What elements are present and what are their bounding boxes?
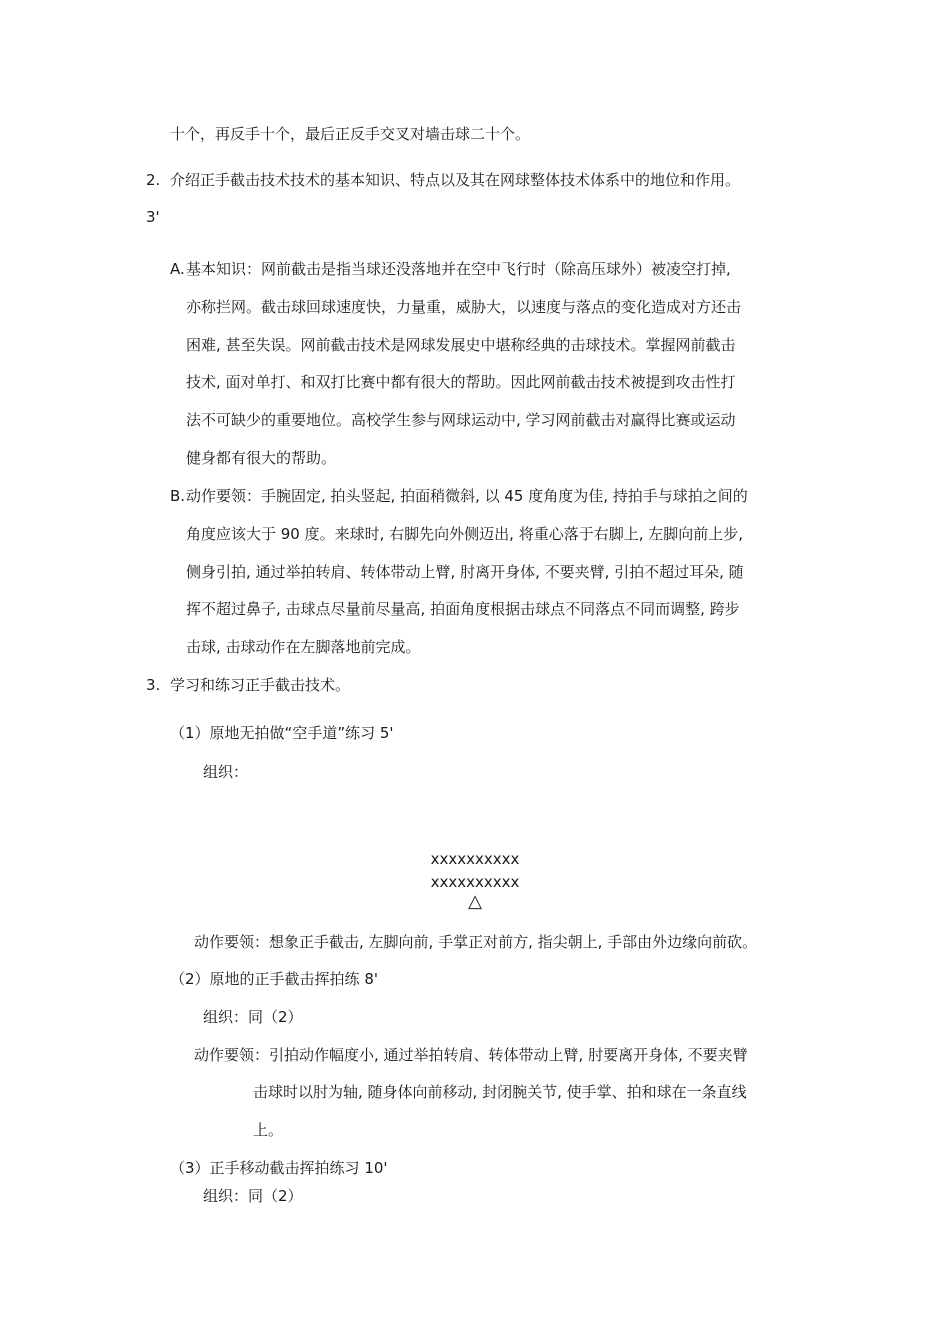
sub-1-action: 动作要领：想象正手截击, 左脚向前, 手掌正对前方, 指尖朝上, 手部由外边缘向前砍。 [194, 933, 758, 951]
teacher-triangle-icon: △ [468, 891, 482, 912]
sub-2-organization: 组织：同（2） [203, 1008, 303, 1026]
section-b-marker: B. [170, 487, 186, 505]
sub-1-organization: 组织： [203, 763, 249, 781]
formation-row-2: xxxxxxxxxx [430, 873, 520, 891]
section-b-line: 角度应该大于 90 度。来球时, 右脚先向外侧迈出, 将重心落于右脚上, 左脚向前上步, [186, 525, 744, 543]
section-a-line: 健身都有很大的帮助。 [186, 449, 337, 467]
section-a-line: 法不可缺少的重要地位。高校学生参与网球运动中, 学习网前截击对赢得比赛或运动 [186, 411, 736, 429]
section-b-line: 挥不超过鼻子, 击球点尽量前尽量高, 拍面角度根据击球点不同落点不同而调整, 跨步 [186, 600, 740, 618]
sub-2-title: （2）原地的正手截击挥拍练 8' [170, 970, 378, 988]
item-3-number: 3. [146, 676, 161, 694]
sub-2-action-line: 击球时以肘为轴, 随身体向前移动, 封闭腕关节, 使手掌、拍和球在一条直线 [253, 1083, 747, 1101]
section-a-line: 困难, 甚至失误。网前截击技术是网球发展史中堪称经典的击球技术。掌握网前截击 [186, 336, 736, 354]
item-2-text: 介绍正手截击技术技术的基本知识、特点以及其在网球整体技术体系中的地位和作用。 [170, 171, 741, 189]
item-2-number: 2. [146, 171, 161, 189]
section-a-line: 技术, 面对单打、和双打比赛中都有很大的帮助。因此网前截击技术被提到攻击性打 [186, 373, 736, 391]
sub-2-action-line: 动作要领：引拍动作幅度小, 通过举拍转肩、转体带动上臂, 肘要离开身体, 不要夹臂 [194, 1046, 748, 1064]
section-b-line: 动作要领：手腕固定, 拍头竖起, 拍面稍微斜, 以 45 度角度为佳, 持拍手与球拍之间的 [186, 487, 748, 505]
section-b-line: 击球, 击球动作在左脚落地前完成。 [186, 638, 421, 656]
sub-3-title: （3）正手移动截击挥拍练习 10' [170, 1159, 388, 1177]
item-2-time: 3' [146, 208, 160, 226]
sub-1-title: （1）原地无拍做“空手道”练习 5' [170, 724, 394, 742]
section-a-line: 基本知识：网前截击是指当球还没落地并在空中飞行时（除高压球外）被凌空打掉, [186, 260, 731, 278]
sub-3-organization: 组织：同（2） [203, 1187, 303, 1205]
intro-continuation: 十个，再反手十个，最后正反手交叉对墙击球二十个。 [170, 125, 531, 143]
item-3-text: 学习和练习正手截击技术。 [170, 676, 351, 694]
formation-row-1: xxxxxxxxxx [430, 850, 520, 868]
section-a-line: 亦称拦网。截击球回球速度快，力量重，威胁大，以速度与落点的变化造成对方还击 [186, 298, 742, 316]
section-a-marker: A. [170, 260, 185, 278]
section-b-line: 侧身引拍, 通过举拍转肩、转体带动上臂, 肘离开身体, 不要夹臂, 引拍不超过耳朵, 随 [186, 563, 744, 581]
sub-2-action-line: 上。 [253, 1121, 284, 1139]
